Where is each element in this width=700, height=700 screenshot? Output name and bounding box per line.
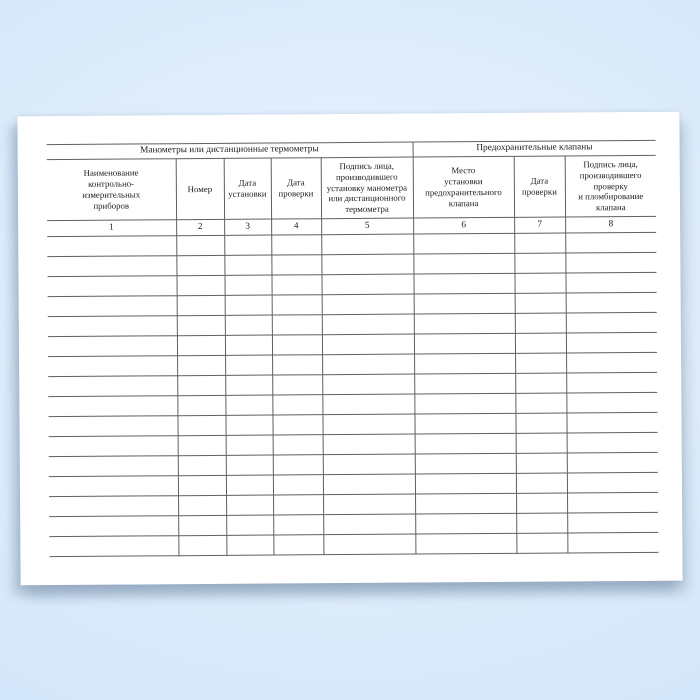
empty-cell (414, 393, 515, 414)
empty-cell (48, 316, 177, 337)
empty-cell (514, 253, 565, 273)
empty-cell (566, 332, 657, 353)
empty-cell (178, 475, 226, 495)
column-header-check-date: Дата проверки (271, 158, 321, 219)
empty-cell (413, 253, 514, 274)
column-number-cell: 5 (321, 218, 413, 235)
empty-cell (177, 375, 225, 395)
empty-cell (49, 476, 178, 497)
empty-cell (414, 313, 515, 334)
empty-cell (515, 293, 566, 313)
empty-cell (414, 293, 515, 314)
empty-cell (516, 453, 567, 473)
empty-cell (414, 273, 515, 294)
empty-cell (47, 256, 176, 277)
empty-cell (47, 236, 176, 257)
empty-cell (515, 353, 566, 373)
empty-cell (226, 535, 273, 555)
empty-cell (272, 295, 322, 315)
empty-cell (415, 513, 516, 534)
empty-cell (273, 475, 323, 495)
empty-cell (415, 473, 516, 494)
empty-cell (272, 335, 322, 355)
empty-cell (49, 436, 178, 457)
empty-cell (49, 456, 178, 477)
empty-cell (567, 532, 658, 553)
empty-cell (567, 512, 658, 533)
empty-cell (225, 415, 272, 435)
column-number-cell: 7 (514, 217, 565, 233)
empty-cell (48, 416, 177, 437)
empty-cell (415, 453, 516, 474)
column-header-row (47, 155, 656, 220)
empty-cell (48, 376, 177, 397)
empty-cell (323, 534, 415, 555)
empty-cell (225, 315, 272, 335)
empty-cell (413, 233, 514, 254)
empty-cell (272, 415, 322, 435)
column-header-valve-check-date: Дата проверки (514, 156, 565, 217)
empty-cell (49, 516, 178, 537)
empty-cell (226, 495, 273, 515)
empty-cell (177, 355, 225, 375)
empty-cell (177, 335, 225, 355)
column-number-cell: 1 (47, 220, 176, 237)
empty-cell (566, 352, 657, 373)
empty-cell (322, 294, 414, 315)
empty-cell (566, 272, 657, 293)
empty-cell (515, 273, 566, 293)
empty-cell (177, 315, 225, 335)
empty-cell (225, 295, 272, 315)
empty-cell (567, 492, 658, 513)
empty-cell (322, 374, 414, 395)
empty-cell (178, 535, 226, 555)
empty-cell (566, 312, 657, 333)
empty-cell (515, 373, 566, 393)
empty-cell (178, 495, 226, 515)
empty-cell (516, 493, 567, 513)
instruments-log-table (47, 140, 659, 557)
empty-cell (271, 235, 321, 255)
empty-cell (224, 255, 271, 275)
column-header-valve-location: Место установки предохранительного клапана (413, 156, 514, 218)
empty-cell (176, 275, 224, 295)
empty-cell (177, 415, 225, 435)
empty-cell (516, 433, 567, 453)
empty-cell (566, 292, 657, 313)
empty-cell (566, 412, 657, 433)
empty-cell (178, 435, 226, 455)
empty-cell (48, 396, 177, 417)
group-header-manometers: Манометры или дистанционные термометры (47, 142, 413, 160)
empty-cell (566, 392, 657, 413)
table-row (49, 532, 658, 556)
empty-cell (225, 395, 272, 415)
empty-cell (226, 435, 273, 455)
empty-cell (49, 536, 178, 557)
empty-cell (567, 472, 658, 493)
empty-cell (323, 434, 415, 455)
empty-cell (177, 395, 225, 415)
column-header-valve-seal-signature: Подпись лица, производившего проверку и пломбирование клапана (565, 155, 656, 217)
column-number-cell: 8 (565, 216, 656, 233)
empty-cell (176, 255, 224, 275)
empty-cell (567, 452, 658, 473)
empty-cell (515, 413, 566, 433)
empty-cell (272, 355, 322, 375)
empty-cell (225, 355, 272, 375)
empty-cell (565, 232, 656, 253)
empty-cell (48, 336, 177, 357)
empty-cell (271, 255, 321, 275)
empty-cell (516, 513, 567, 533)
empty-cell (514, 233, 565, 253)
empty-cell (272, 315, 322, 335)
empty-cell (515, 333, 566, 353)
empty-cell (322, 394, 414, 415)
empty-cell (47, 276, 176, 297)
empty-cell (176, 235, 224, 255)
group-header-safety-valves: Предохранительные клапаны (413, 140, 656, 157)
empty-cell (414, 333, 515, 354)
empty-cell (226, 475, 273, 495)
empty-cell (516, 473, 567, 493)
empty-cell (565, 252, 656, 273)
column-header-number: Номер (176, 158, 224, 219)
empty-cell (273, 515, 323, 535)
empty-cell (322, 334, 414, 355)
empty-cell (323, 494, 415, 515)
empty-cell (321, 234, 413, 255)
column-number-cell: 6 (413, 217, 514, 234)
empty-cell (414, 353, 515, 374)
empty-cell (323, 474, 415, 495)
empty-cell (273, 535, 323, 555)
empty-cell (415, 433, 516, 454)
empty-cell (178, 515, 226, 535)
column-number-cell: 2 (176, 219, 224, 235)
empty-cell (273, 435, 323, 455)
column-header-installer-signature: Подпись лица, производившего установку манометра или дистанционного термометра (321, 157, 413, 219)
empty-cell (225, 375, 272, 395)
empty-cell (177, 295, 225, 315)
empty-cell (322, 414, 414, 435)
empty-cell (322, 354, 414, 375)
empty-cell (515, 313, 566, 333)
empty-cell (48, 296, 177, 317)
column-number-cell: 4 (271, 219, 321, 235)
column-header-install-date: Дата установки (224, 158, 271, 219)
empty-cell (321, 274, 413, 295)
empty-cell (226, 455, 273, 475)
empty-cell (49, 496, 178, 517)
empty-cell (272, 395, 322, 415)
empty-cell (224, 275, 271, 295)
empty-cell (516, 533, 567, 553)
empty-cell (271, 275, 321, 295)
empty-cell (273, 495, 323, 515)
empty-cell (415, 493, 516, 514)
empty-cell (322, 314, 414, 335)
empty-cell (321, 254, 413, 275)
empty-cell (415, 533, 516, 554)
empty-cell (48, 356, 177, 377)
empty-cell (272, 375, 322, 395)
empty-cell (224, 235, 271, 255)
empty-cell (323, 514, 415, 535)
empty-cell (414, 413, 515, 434)
empty-cell (273, 455, 323, 475)
empty-cell (178, 455, 226, 475)
empty-cell (226, 515, 273, 535)
column-header-instrument-name: Наименование контрольно- измерительных приборов (47, 159, 176, 221)
empty-cell (566, 372, 657, 393)
table-body (47, 232, 658, 556)
journal-page-sheet (17, 112, 682, 586)
empty-cell (567, 432, 658, 453)
empty-cell (225, 335, 272, 355)
empty-cell (323, 454, 415, 475)
empty-cell (414, 373, 515, 394)
empty-cell (515, 393, 566, 413)
column-number-cell: 3 (224, 219, 271, 235)
